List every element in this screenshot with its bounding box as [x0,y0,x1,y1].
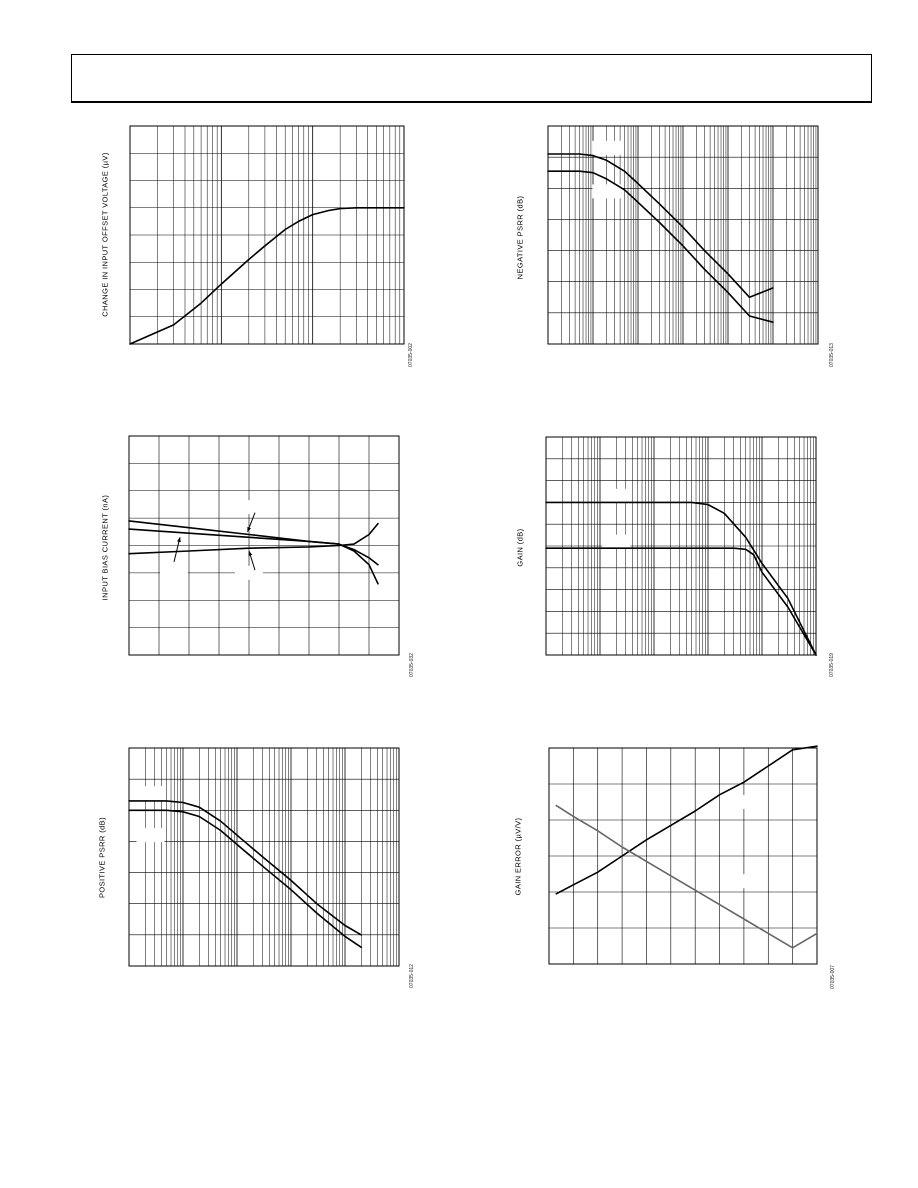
y-axis-label-6: GAIN ERROR (µV/V) [513,817,523,896]
callout-box [593,184,621,198]
figure-code-1: 07035-002 [408,343,414,367]
series-line-1 [546,502,816,655]
plot-area-4 [546,437,816,655]
series-line-2 [546,548,816,655]
plot-area-1 [130,126,404,344]
y-axis-label-4: GAIN (dB) [515,528,525,567]
callout-box [160,563,188,577]
series-line-2 [556,806,817,948]
callout-box [602,489,630,503]
series-line-2 [548,171,773,322]
callout-box [602,535,630,549]
y-axis-label-2: NEGATIVE PSRR (dB) [515,195,525,280]
plot-area-6 [549,748,817,964]
figure-code-6: 07035-007 [830,965,836,989]
series-line-1 [129,801,361,935]
figure-code-4: 07035-019 [829,653,835,677]
page-header-box [71,54,872,103]
series-line-1 [130,208,404,344]
callout-box [136,786,164,800]
callout-box [725,795,753,809]
y-axis-label-1: CHANGE IN INPUT OFFSET VOLTAGE (µV) [100,152,110,317]
callout-box [136,828,164,842]
callout-box [725,874,753,888]
y-axis-label-3: INPUT BIAS CURRENT (nA) [100,494,110,601]
figure-code-3: 07035-032 [409,653,415,677]
figure-code-5: 07035-012 [409,964,415,988]
callout-box [593,141,621,155]
y-axis-label-5: POSITIVE PSRR (dB) [97,817,107,898]
series-line-1 [548,154,773,297]
figure-code-2: 07035-013 [829,343,835,367]
plot-area-3 [129,436,399,655]
plot-area-2 [548,126,818,344]
callout-arrowhead [249,551,253,556]
callout-box [235,566,263,580]
series-line-3 [129,524,378,554]
plot-area-5 [129,748,399,966]
callout-box [235,500,263,514]
